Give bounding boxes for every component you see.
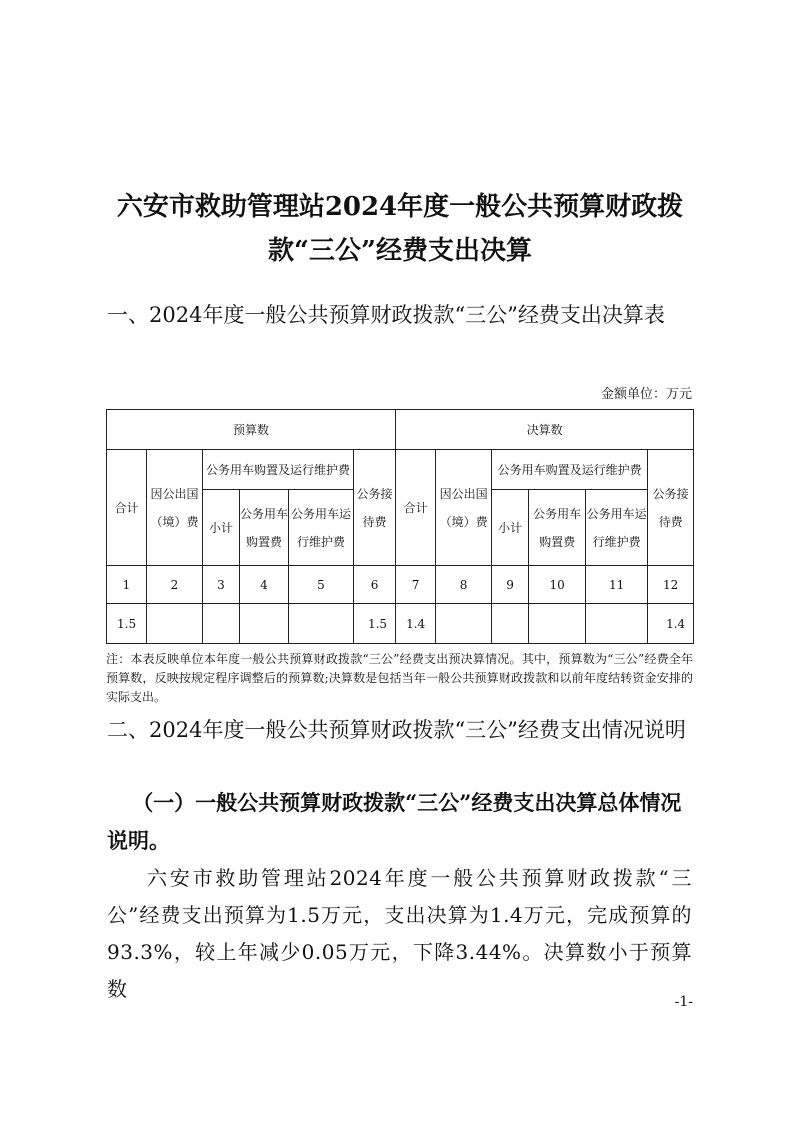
- index-cell: 8: [436, 566, 492, 604]
- value-cell: [203, 604, 240, 644]
- index-cell: 11: [586, 566, 648, 604]
- budget-vehicle-operation-header: 公务用车运行维护费: [289, 490, 354, 566]
- budget-vehicle-purchase-header: 公务用车购置费: [240, 490, 289, 566]
- final-subtotal-header: 小计: [492, 490, 529, 566]
- index-cell: 1: [107, 566, 147, 604]
- value-cell: [436, 604, 492, 644]
- value-cell: [147, 604, 203, 644]
- three-public-expenses-table: [106, 409, 694, 644]
- table-note: 注：本表反映单位本年度一般公共预算财政拨款“三公”经费支出预决算情况。其中，预算数为“三公”经费全年预算数，反映按规定程序调整后的预算数;决算数是包括当年一般公共预算财政拨款和以前年度结转资金安排的实际支出。: [106, 652, 693, 704]
- index-cell: 3: [203, 566, 240, 604]
- value-cell: 1.4: [396, 604, 436, 644]
- budget-subtotal-header: 小计: [203, 490, 240, 566]
- index-cell: 10: [529, 566, 586, 604]
- index-cell: 6: [354, 566, 396, 604]
- index-cell: 4: [240, 566, 289, 604]
- value-row: [107, 604, 694, 644]
- final-total-header: 合计: [396, 450, 436, 566]
- final-abroad-header: 因公出国（境）费: [436, 450, 492, 566]
- document-title: 六安市救助管理站2024年度一般公共预算财政拨款“三公”经费支出决算: [116, 192, 684, 266]
- section1-title: 一、2024年度一般公共预算财政拨款“三公”经费支出决算表: [107, 303, 665, 327]
- index-cell: 12: [648, 566, 694, 604]
- value-cell: 1.5: [354, 604, 396, 644]
- index-cell: 7: [396, 566, 436, 604]
- paragraph-1: 六安市救助管理站2024年度一般公共预算财政拨款“三公”经费支出预算为1.5万元，支出决算为1.4万元，完成预算的93.3%，较上年减少0.05万元，下降3.44%。决算数小于预算数: [107, 866, 692, 1001]
- value-cell: 1.5: [107, 604, 147, 644]
- final-vehicle-group-header: 公务用车购置及运行维护费: [492, 450, 648, 490]
- final-header: 决算数: [396, 410, 694, 450]
- page-number: -1-: [674, 994, 693, 1010]
- budget-reception-header: 公务接待费: [354, 450, 396, 566]
- value-cell: [586, 604, 648, 644]
- budget-total-header: 合计: [107, 450, 147, 566]
- final-vehicle-purchase-header: 公务用车购置费: [529, 490, 586, 566]
- value-cell: [240, 604, 289, 644]
- unit-label: 金额单位：万元: [600, 387, 692, 402]
- index-cell: 2: [147, 566, 203, 604]
- value-cell: [529, 604, 586, 644]
- value-cell: [492, 604, 529, 644]
- index-row: [107, 566, 694, 604]
- final-vehicle-operation-header: 公务用车运行维护费: [586, 490, 648, 566]
- index-cell: 5: [289, 566, 354, 604]
- value-cell: 1.4: [648, 604, 694, 644]
- subsection1-title: （一）一般公共预算财政拨款“三公”经费支出决算总体情况说明。: [107, 790, 682, 853]
- budget-vehicle-group-header: 公务用车购置及运行维护费: [203, 450, 354, 490]
- final-reception-header: 公务接待费: [648, 450, 694, 566]
- budget-abroad-header: 因公出国（境）费: [147, 450, 203, 566]
- index-cell: 9: [492, 566, 529, 604]
- section2-title: 二、2024年度一般公共预算财政拨款“三公”经费支出情况说明: [107, 718, 686, 742]
- budget-header: 预算数: [107, 410, 396, 450]
- value-cell: [289, 604, 354, 644]
